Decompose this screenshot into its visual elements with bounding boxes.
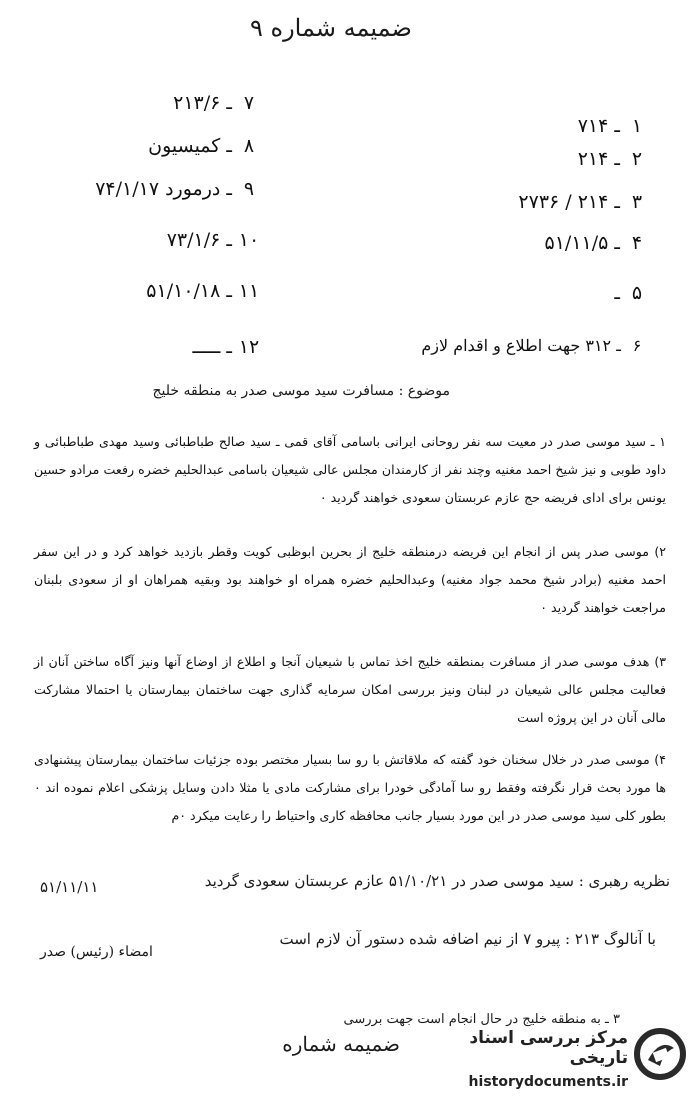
field-1: ۱ ـ ۷۱۴ [577, 115, 643, 137]
note-line-1: نظریه رهبری : سید موسی صدر در ۵۱/۱۰/۲۱ عازم عربستان سعودی گردید [204, 872, 670, 890]
page-title: ضمیمه شماره ۹ [250, 14, 412, 42]
watermark-logo [416, 1022, 686, 1090]
subject-line: موضوع : مسافرت سید موسی صدر به منطقه خلیج [152, 383, 450, 399]
note-signature: امضاء (رئیس) صدر [40, 944, 153, 960]
field-10: ۱۰ ـ ۷۳/۱/۶ [166, 229, 260, 251]
paragraph-4: ۴) موسی صدر در خلال سخنان خود گفته که ملاقاتش با رو سا بسیار مختصر بوده جزئیات ساختمان بیمارستان پیشنهادی ها مورد بحث قرار نگرفته وفقط رو سا آمادگی خودرا برای مشارکت مادی یا مثلا دادن وسایل پزشکی اعلام نموده اند ۰ بطور کلی سید موسی صدر در این مورد بسیار جانب محافظه کاری واحتیاط را رعایت میکرد ۰م [34, 752, 666, 823]
note-line-1-date: ۵۱/۱۱/۱۱ [40, 878, 99, 896]
note-line-4: ضمیمه شماره [282, 1032, 400, 1056]
logo-url: historydocuments.ir [468, 1074, 628, 1090]
logo-name: مرکز بررسی اسناد تاریخی [469, 1028, 628, 1068]
archive-logo-icon [634, 1028, 686, 1080]
field-7: ۷ ـ ۲۱۳/۶ [173, 92, 255, 114]
field-4: ۴ ـ ۵۱/۱۱/۵ [544, 232, 643, 254]
field-5: ۵ ـ [614, 282, 643, 304]
paragraph-3: ۳) هدف موسی صدر از مسافرت بمنطقه خلیج اخذ تماس با شیعیان آنجا و اطلاع از اوضاع آنها ونیز آگاه ساختن آنان از فعالیت مجلس عالی شیعیان در لبنان ونیز بررسی امکان سرمایه گذاری جهت ساختمان بیمارستان یا احتمالا مشارکت مالی آنان در این پروژه است [34, 654, 666, 725]
field-12: ۱۲ ـ ـــــ [192, 336, 260, 358]
paragraph-1: ۱ ـ سید موسی صدر در معیت سه نفر روحانی ایرانی باسامی آقای قمی ـ سید صالح طباطبائی وسید مهدی طباطبائی و داود طوبی و نیز شیخ احمد مغنیه وچند نفر از کارمندان مجلس عالی شیعیان باسامی عبدالحلیم خضره رفعت مرادو حسین یونس برای ادای فریضه حج عازم عربستان سعودی خواهند گردید ۰ [34, 434, 666, 505]
paragraph-2: ۲) موسی صدر پس از انجام این فریضه درمنطقه خلیج از بحرین ابوظبی کویت وقطر بازدید خواهد کرد و در این سفر احمد مغنیه (برادر شیخ محمد جواد مغنیه) وعبدالحلیم خضره همراه او خواهند بود وبقیه همراهان او از سعودی بلبنان مراجعت خواهند گردید ۰ [34, 544, 666, 615]
field-2: ۲ ـ ۲۱۴ [577, 148, 643, 170]
field-9: ۹ ـ درمورد ۷۴/۱/۱۷ [95, 178, 255, 200]
field-11: ۱۱ ـ ۵۱/۱۰/۱۸ [146, 280, 260, 302]
field-6: ۶ ـ ۳۱۲ جهت اطلاع و اقدام لازم [421, 336, 642, 355]
field-3: ۳ ـ ۲۱۴ / ۲۷۳۶ [518, 191, 643, 213]
note-line-3: ۳ ـ به منطقه خلیج در حال انجام است جهت بررسی [343, 1012, 620, 1027]
field-8: ۸ ـ کمیسیون [148, 135, 255, 157]
note-line-2: با آنالوگ ۲۱۳ : پیرو ۷ از نیم اضافه شده دستور آن لازم است [279, 930, 656, 948]
